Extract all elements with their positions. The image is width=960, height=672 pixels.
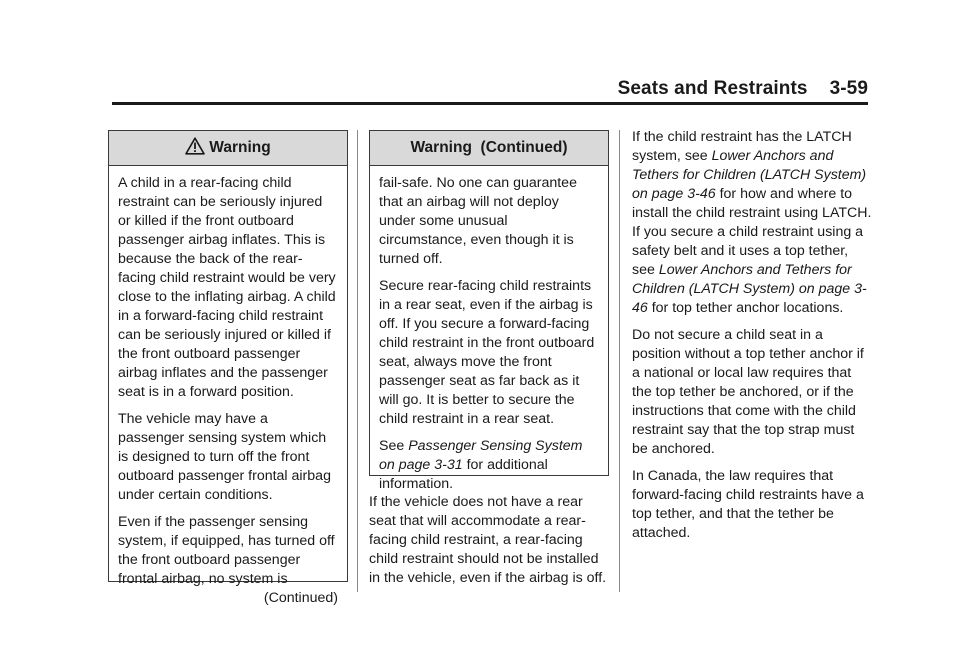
column-divider-2	[619, 130, 620, 592]
col3-text	[632, 128, 872, 551]
header-text	[618, 78, 868, 100]
column-divider-1	[357, 130, 358, 592]
warning-box-body	[109, 166, 347, 608]
page-header	[112, 78, 868, 104]
header-rule	[112, 102, 868, 105]
body-paragraph: Do not secure a child seat in a position without a top tether anchor if a national or local law requires that the top tether be anchored, or if the instructions that come with the child restraint say that the top strap must be anchored.	[632, 327, 864, 457]
page-number: 3-59	[829, 78, 868, 99]
section-title: Seats and Restraints	[617, 78, 808, 99]
body-paragraph: If the vehicle does not have a rear seat that will accommodate a rear-facing child restraint, a rear-facing child restraint should not be installed in the vehicle, even if the airbag is off.	[369, 494, 607, 586]
warning-paragraph: A child in a rear-facing child restraint can be seriously injured or killed if the front outboard passenger airbag inflates. This is because the back of the rear-facing child restraint would be very close to the inflating airbag. A child in a forward-facing child restraint can be seriously injured or killed if the front outboard passenger airbag inflates and the passenger seat is in a forward position.	[118, 175, 336, 400]
warning-box-header	[109, 131, 347, 166]
warning-continued-body	[370, 166, 608, 494]
cross-reference-link[interactable]: Lower Anchors and Tethers for Children (LATCH System) on page 3-46	[632, 262, 867, 316]
warning-continued-header	[370, 131, 608, 166]
body-paragraph-latch: If the child restraint has the LATCH system, see Lower Anchors and Tethers for Children (LATCH System) on page 3-46 for how and where to install the child restraint using LATCH. If you secure a child restraint using a safety belt and it uses a top tether, see Lower Anchors and Tethers for Children (LATCH System) on page 3-46 for top tether anchor locations.	[632, 129, 872, 316]
warning-paragraph: fail-safe. No one can guarantee that an airbag will not deploy under some unusual circumstance, even though it is turned off.	[379, 175, 577, 267]
body-paragraph: In Canada, the law requires that forward-facing child restraints have a top tether, and that the tether be attached.	[632, 468, 864, 541]
warning-paragraph: Even if the passenger sensing system, if equipped, has turned off the front outboard passenger frontal airbag, no system is	[118, 514, 335, 587]
warning-continued-box	[369, 130, 609, 492]
col2-after-box-text	[369, 493, 609, 596]
warning-box-title: Warning	[209, 139, 271, 156]
cross-reference-link[interactable]: Passenger Sensing System on page 3-31	[379, 438, 583, 473]
warning-paragraph: Secure rear-facing child restraints in a rear seat, even if the airbag is off. If you secure a forward-facing child restraint in the front outboard seat, always move the front passenger seat as far back as it will go. It is better to secure the child restraint in a rear seat.	[379, 278, 595, 427]
warning-continued-title: Warning (Continued)	[410, 139, 568, 156]
warning-triangle-icon	[185, 137, 205, 155]
see-reference-paragraph: See Passenger Sensing System on page 3-31 for additional information.	[379, 438, 583, 492]
warning-paragraph: The vehicle may have a passenger sensing system which is designed to turn off the front outboard passenger frontal airbag under certain conditions.	[118, 411, 331, 503]
cross-reference-link[interactable]: Lower Anchors and Tethers for Children (LATCH System) on page 3-46	[632, 148, 867, 202]
continued-label: (Continued)	[263, 590, 338, 606]
warning-box	[108, 130, 348, 606]
